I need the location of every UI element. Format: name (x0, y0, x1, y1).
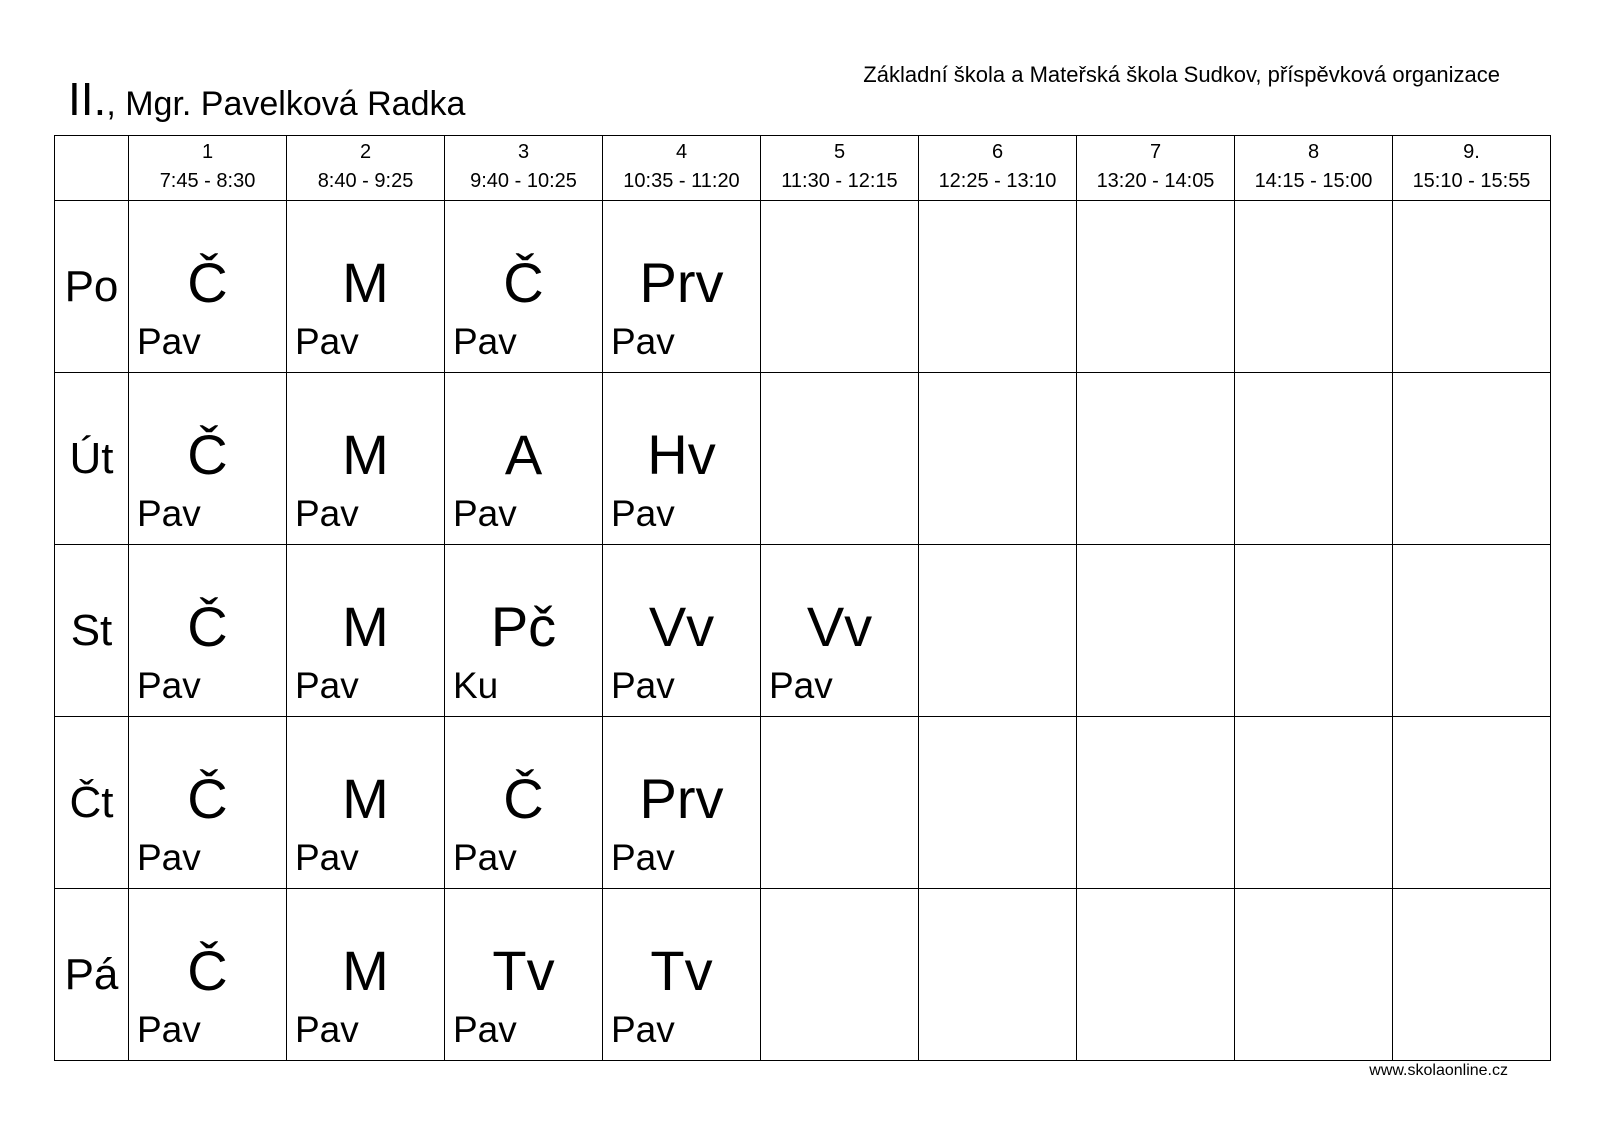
period-number: 8 (1307, 141, 1320, 163)
period-header (129, 136, 287, 201)
lesson-teacher: Pav (611, 665, 675, 706)
empty-cell (1077, 545, 1235, 717)
day-label: Po (55, 201, 129, 373)
lesson-teacher: Pav (295, 665, 359, 706)
lesson-subject: Tv (650, 939, 713, 1002)
period-time: 9:40 - 10:25 (470, 170, 577, 192)
lesson-teacher: Ku (453, 665, 499, 706)
empty-cell (1235, 373, 1393, 545)
empty-cell (1393, 717, 1551, 889)
lesson-subject: Č (187, 595, 228, 658)
lesson-cell (129, 373, 287, 545)
period-header (287, 136, 445, 201)
period-time: 10:35 - 11:20 (623, 170, 740, 192)
lesson-subject: Č (187, 251, 228, 314)
lesson-cell (287, 545, 445, 717)
period-time: 11:30 - 12:15 (781, 170, 898, 192)
lesson-cell (603, 717, 761, 889)
period-header (1235, 136, 1393, 201)
timetable-body (55, 201, 1551, 1061)
footer-website: www.skolaonline.cz (1369, 1062, 1508, 1079)
period-header (919, 136, 1077, 201)
lesson-teacher: Pav (611, 837, 675, 878)
empty-cell (919, 373, 1077, 545)
period-number: 3 (517, 141, 530, 163)
lesson-cell (129, 201, 287, 373)
lesson-teacher: Pav (453, 493, 517, 534)
lesson-cell (445, 373, 603, 545)
day-label: Čt (55, 717, 129, 889)
period-number: 2 (359, 141, 372, 163)
lesson-cell (603, 889, 761, 1061)
period-header-row (55, 136, 1551, 201)
lesson-cell (287, 201, 445, 373)
empty-cell (1235, 889, 1393, 1061)
lesson-subject: Č (187, 767, 228, 830)
period-number: 4 (675, 141, 688, 163)
lesson-teacher: Pav (769, 665, 833, 706)
lesson-subject: Tv (492, 939, 555, 1002)
period-header (603, 136, 761, 201)
period-header (761, 136, 919, 201)
lesson-subject: Č (187, 423, 228, 486)
empty-cell (1235, 201, 1393, 373)
lesson-cell (129, 717, 287, 889)
empty-cell (1393, 201, 1551, 373)
lesson-cell (445, 889, 603, 1061)
lesson-teacher: Pav (137, 493, 201, 534)
day-label: Pá (55, 889, 129, 1061)
lesson-cell (129, 545, 287, 717)
page-title (68, 73, 466, 125)
lesson-subject: M (342, 423, 389, 486)
lesson-teacher: Pav (611, 321, 675, 362)
class-name: II. (68, 73, 107, 125)
empty-cell (1077, 889, 1235, 1061)
lesson-cell (761, 545, 919, 717)
empty-cell (1235, 717, 1393, 889)
lesson-teacher: Pav (137, 837, 201, 878)
day-row (55, 201, 1551, 373)
lesson-cell (129, 889, 287, 1061)
lesson-teacher: Pav (295, 837, 359, 878)
school-name: Základní škola a Mateřská škola Sudkov, příspěvková organizace (863, 62, 1500, 87)
lesson-teacher: Pav (137, 665, 201, 706)
period-number: 1 (201, 141, 214, 163)
lesson-subject: Č (187, 939, 228, 1002)
lesson-subject: Pč (490, 595, 557, 658)
period-number: 6 (991, 141, 1004, 163)
lesson-teacher: Pav (453, 321, 517, 362)
lesson-subject: Č (503, 767, 544, 830)
lesson-subject: Vv (648, 595, 715, 658)
lesson-subject: M (342, 251, 389, 314)
period-header (445, 136, 603, 201)
day-row (55, 889, 1551, 1061)
lesson-cell (445, 717, 603, 889)
lesson-cell (287, 373, 445, 545)
lesson-cell (287, 717, 445, 889)
lesson-subject: Vv (806, 595, 873, 658)
empty-cell (919, 889, 1077, 1061)
lesson-teacher: Pav (611, 493, 675, 534)
lesson-teacher: Pav (611, 1009, 675, 1050)
period-number: 7 (1149, 141, 1162, 163)
empty-cell (1077, 373, 1235, 545)
lesson-cell (603, 373, 761, 545)
lesson-subject: Prv (639, 767, 724, 830)
period-header (1077, 136, 1235, 201)
empty-cell (919, 717, 1077, 889)
empty-cell (761, 717, 919, 889)
lesson-teacher: Pav (137, 1009, 201, 1050)
period-time: 15:10 - 15:55 (1412, 170, 1531, 192)
empty-cell (1077, 717, 1235, 889)
lesson-subject: M (342, 939, 389, 1002)
day-label: Út (55, 373, 129, 545)
lesson-teacher: Pav (453, 1009, 517, 1050)
corner-cell (55, 136, 129, 201)
period-number: 5 (833, 141, 846, 163)
lesson-subject: A (504, 423, 543, 486)
empty-cell (761, 201, 919, 373)
empty-cell (919, 545, 1077, 717)
lesson-cell (287, 889, 445, 1061)
period-time: 7:45 - 8:30 (159, 170, 256, 192)
day-label: St (55, 545, 129, 717)
lesson-cell (445, 545, 603, 717)
day-row (55, 545, 1551, 717)
empty-cell (761, 373, 919, 545)
period-number: 9. (1463, 141, 1480, 163)
lesson-subject: M (342, 767, 389, 830)
empty-cell (1393, 545, 1551, 717)
lesson-cell (603, 201, 761, 373)
period-time: 13:20 - 14:05 (1096, 170, 1215, 192)
lesson-subject: Č (503, 251, 544, 314)
lesson-cell (603, 545, 761, 717)
lesson-teacher: Pav (453, 837, 517, 878)
lesson-subject: M (342, 595, 389, 658)
lesson-cell (445, 201, 603, 373)
empty-cell (1393, 373, 1551, 545)
empty-cell (761, 889, 919, 1061)
lesson-subject: Hv (647, 423, 716, 486)
period-time: 8:40 - 9:25 (317, 170, 414, 192)
empty-cell (1077, 201, 1235, 373)
lesson-teacher: Pav (295, 493, 359, 534)
day-row (55, 373, 1551, 545)
empty-cell (1235, 545, 1393, 717)
period-time: 14:15 - 15:00 (1254, 170, 1373, 192)
period-header (1393, 136, 1551, 201)
empty-cell (919, 201, 1077, 373)
lesson-teacher: Pav (295, 321, 359, 362)
lesson-subject: Prv (639, 251, 724, 314)
lesson-teacher: Pav (295, 1009, 359, 1050)
day-row (55, 717, 1551, 889)
timetable (54, 135, 1551, 1061)
empty-cell (1393, 889, 1551, 1061)
teacher-name: , Mgr. Pavelková Radka (106, 85, 466, 123)
period-time: 12:25 - 13:10 (938, 170, 1057, 192)
lesson-teacher: Pav (137, 321, 201, 362)
